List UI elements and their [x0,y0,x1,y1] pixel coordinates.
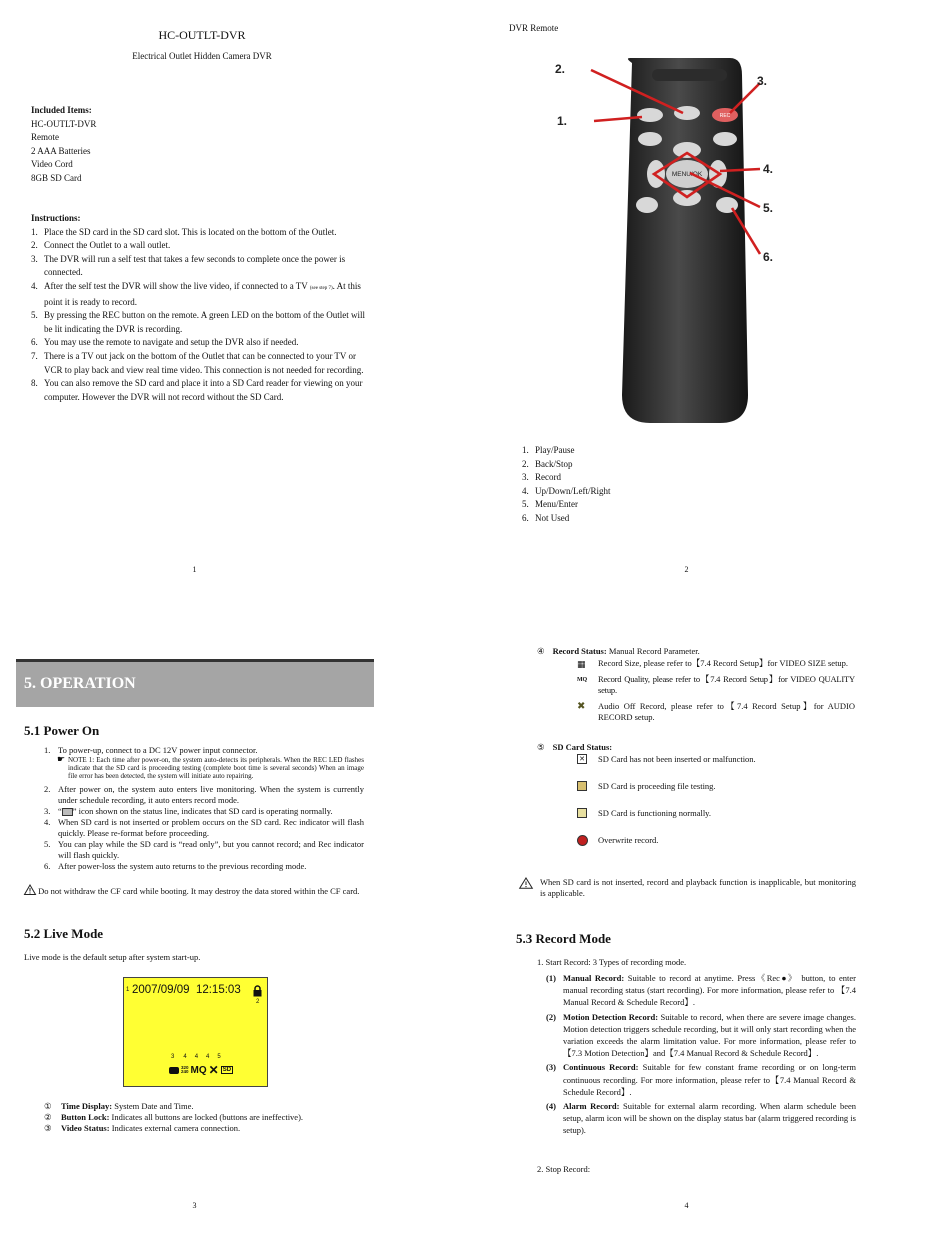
page-number: 4 [684,1201,689,1210]
callout-2: 2. [555,62,566,76]
sd-testing-icon [577,781,587,791]
list-item: MQ Record Quality, please refer to【7.4 Record Setup】for VIDEO QUALITY setup. [577,674,855,695]
list-item: 8. You can also remove the SD card and place it into a SD Card reader for viewing on your computer. However the DVR will not record without the SD Card. [31,378,363,402]
list-item: ① Time Display: System Date and Time. [44,1101,194,1111]
start-record: 1. Start Record: 3 Types of recording mode. [537,957,687,967]
callout-5: 5. [763,201,774,215]
list-item: Remote [31,132,59,143]
stop-record: 2. Stop Record: [537,1164,591,1174]
record-size-icon: ▦ [577,659,586,669]
page-number: 2 [684,565,689,574]
page-number: 1 [192,565,197,574]
page-2 [475,0,950,620]
list-item: 3. “ ” icon shown on the status line, indicates that SD card is operating normally. [44,805,333,816]
document-title: HC-OUTLT-DVR [158,28,246,42]
list-item: (2) Motion Detection Record: Suitable to record, when there are severe image changes. Motion detection triggers schedule recording, but it will only start recording when the variation exceeds the alarm limitation value. For more information, please refer to【7.3 Motion Detection】and【7.4 Manual Record & Schedule Record】. [546,1011,856,1059]
remote-heading: DVR Remote [509,23,559,33]
list-item: ③ Video Status: Indicates external camera connection. [44,1123,241,1133]
back-stop-button [674,106,700,120]
list-item: ② Button Lock: Indicates all buttons are locked (buttons are ineffective). [44,1112,304,1122]
note: ☛ NOTE 1: Each time after power-on, the system auto-detects its peripherals. When the REC LED flashes indicate that the SD card is proceeding testing (complete boot time is several seconds) When an image file error has been detected, the system will initiate auto repairing. [57,754,364,781]
record-status: ④ Record Status: Manual Record Parameter. [537,646,700,656]
audio-off-icon: ✕ [208,1063,219,1077]
list-item: ✖ Audio Off Record, please refer to【7.4 Record Setup】for AUDIO RECORD setup. [577,701,855,722]
list-item: 2. After power on, the system auto enters live monitoring. When the system is currently under schedule recording, it auto enters record mode. [44,783,364,805]
audio-off-icon: ✖ [577,701,586,712]
page-3 [0,624,475,1248]
record-size-label: 320 240 [181,1064,189,1074]
included-heading: Included Items: [31,105,92,115]
list-item: 6. Not Used [522,512,570,523]
list-item: 1. Play/Pause [522,445,575,455]
list-item: 3. Record [522,472,561,483]
page-1 [0,0,475,620]
callout-4: 4. [763,162,774,176]
list-item: (4) Alarm Record: Suitable for external alarm recording. When alarm schedule been setup, alarm icon will be shown on the display status bar (alarm triggered recording is setup). [546,1101,856,1136]
list-item: SD Card is functioning normally. [577,808,857,835]
included-items [31,104,371,186]
list-item: 3. The DVR will run a self test that takes a few seconds to complete once the power is connected. [31,253,346,278]
rec-label: REC [719,113,731,119]
instructions [31,212,371,404]
list-item: 4. When SD card is not inserted or problem occurs on the SD card. Rec indicator will flash quickly. Please re-format before proceeding. [44,816,364,838]
pointing-hand-icon: ☛ [57,754,66,764]
instructions-heading: Instructions: [31,213,81,223]
operation-title: 5. OPERATION [24,675,136,692]
remote-image [555,55,820,435]
list-item: ▦ Record Size, please refer to【7.4 Record Setup】for VIDEO SIZE setup. [577,658,849,669]
record-modes [546,972,856,1137]
operation-banner [16,659,374,707]
list-item: 6. You may use the remote to navigate and setup the DVR also if needed. [31,337,299,348]
list-item: 1. To power-up, connect to a DC 12V power input connector. [44,745,258,755]
warning-icon [519,877,533,889]
list-item: (1) Manual Record: Suitable to record at anytime. Press《Rec●》 button, to enter manual recording status (start recording). For more information, please refer to 【7.4 Manual Record & Schedule Record】. [546,973,856,1008]
camera-icon [169,1067,179,1074]
list-item: 4. Up/Down/Left/Right [522,485,611,496]
warning-icon [24,884,36,895]
document-subtitle: Electrical Outlet Hidden Camera DVR [132,51,272,61]
list-item: 6. After power-loss the system auto returns to the previous recording mode. [44,860,307,871]
sd-status-items [577,754,857,862]
sd-status: ⑤ SD Card Status: [537,742,613,752]
page-4 [475,624,950,1248]
power-on-list [44,745,364,872]
list-item: 2. Back/Stop [522,458,573,469]
screen-marker-2: 2 [256,999,260,1005]
record-quality-icon: MQ [577,677,587,683]
list-item: 5. You can play while the SD card is “read only”, but you cannot record; and Rec indicator will flash quickly. [44,838,364,860]
live-mode-text: Live mode is the default setup after system start-up. [24,952,201,962]
screen-marker-1: 1 [126,987,130,993]
screen-status-numbers: 3 4 4 4 5 [171,1054,221,1060]
record-status-items [577,658,855,723]
callout-3: 3. [757,74,768,88]
sd-missing-icon: ✕ [577,754,587,764]
list-item: 2 AAA Batteries [31,145,91,156]
record-quality-label: MQ [190,1064,207,1076]
list-item: 5. By pressing the REC button on the remote. A green LED on the bottom of the Outlet will be lit indicating the DVR is recording. [31,310,365,334]
list-item: HC-OUTLT-DVR [31,118,97,129]
remote-legend [522,444,822,526]
screen-status-bar [169,1064,233,1076]
list-item: 2. Connect the Outlet to a wall outlet. [31,240,171,251]
list-item: ✕ SD Card has not been inserted or malfunction. [577,754,857,781]
callout-6: 6. [763,250,774,264]
list-item: 5. Menu/Enter [522,499,578,510]
play-pause-button [637,108,663,122]
menu-ok-label: MENU/OK [671,171,703,178]
list-item: 1. Place the SD card in the SD card slot. This is located on the bottom of the Outlet. [31,226,337,237]
list-item: 4. After the self test the DVR will show the live video, if connected to a TV (see step 7). At this point it is ready to record. [31,280,361,307]
list-item: SD Card is proceeding file testing. [577,781,857,808]
callout-1: 1. [557,114,568,128]
live-mode-heading: 5.2 Live Mode [24,926,104,941]
screen-datetime: 2007/09/09 12:15:03 [132,984,241,996]
power-on-heading: 5.1 Power On [24,723,100,738]
list-item: (3) Continuous Record: Suitable for few constant frame recording or on long-term continuous recording. For more information, please refer to【7.4 Manual Record & Schedule Record】. [546,1062,856,1097]
list-item: 7. There is a TV out jack on the bottom of the Outlet that can be connected to your TV or VCR to play back and view real time video. This connection is not needed for recording. [31,350,364,375]
overwrite-icon [577,835,588,846]
sd-warning: When SD card is not inserted, record and playback function is inapplicable, but monitoring is applicable. [519,877,856,899]
sd-ok-icon [62,808,73,816]
screen-legend [44,1101,374,1134]
list-item: 8GB SD Card [31,172,82,183]
record-mode-heading: 5.3 Record Mode [516,931,611,946]
sd-card-icon: SD [222,1067,232,1073]
list-item: Overwrite record. [577,835,857,862]
live-screen [123,977,268,1087]
page-number: 3 [192,1201,197,1210]
boot-warning: Do not withdraw the CF card while booting. It may destroy the data stored within the CF card. [24,884,374,897]
list-item: Video Cord [31,159,73,170]
sd-ok-icon [577,808,587,818]
